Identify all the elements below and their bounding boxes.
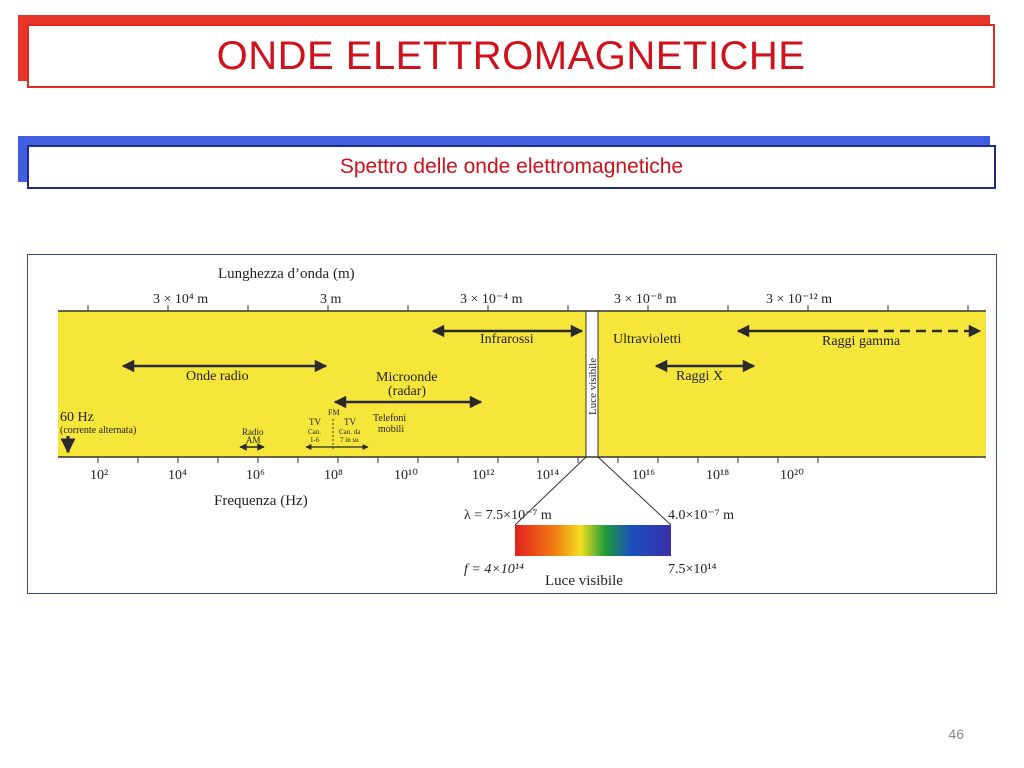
frequency-axis-label: Frequenza (Hz): [214, 493, 308, 509]
raggi-x-label: Raggi X: [676, 369, 724, 384]
slide-title: ONDE ELETTROMAGNETICHE: [216, 33, 806, 78]
raggi-gamma-label: Raggi gamma: [822, 334, 901, 349]
frequency-ticks: [98, 457, 818, 463]
ultravioletti-label: Ultravioletti: [613, 332, 682, 347]
microonde-label: Microonde: [376, 370, 438, 385]
title-box: [27, 24, 995, 88]
infrarossi-label: Infrarossi: [480, 332, 534, 347]
visible-spectrum-strip: [515, 525, 671, 556]
spectrum-diagram: [28, 255, 998, 595]
wavelength-tick-label: 3 × 10⁴ m: [153, 292, 209, 307]
lambda-right-label: 4.0×10⁻⁷ m: [668, 508, 735, 523]
corrente-label: (corrente alternata): [60, 425, 137, 436]
spectrum-figure: [27, 254, 997, 594]
onde-radio-label: Onde radio: [186, 369, 249, 384]
tv16-label: TV: [309, 417, 321, 427]
tv7-label: TV: [344, 417, 356, 427]
hz60-label: 60 Hz: [60, 410, 94, 425]
subtitle-box: [27, 145, 996, 189]
frequency-tick-label: 10¹⁶: [632, 468, 656, 483]
wavelength-tick-label: 3 m: [320, 292, 342, 307]
telefoni-label: Telefoni: [373, 413, 407, 424]
f-right-label: 7.5×10¹⁴: [668, 562, 717, 577]
frequency-tick-label: 10²⁰: [780, 468, 804, 483]
wavelength-ticks: [88, 305, 968, 311]
frequency-tick-label: 10⁴: [168, 468, 187, 483]
radio-am-label: AM: [246, 435, 261, 445]
frequency-tick-label: 10¹²: [472, 468, 495, 483]
frequency-tick-label: 10¹⁰: [394, 468, 418, 483]
telefoni-label: mobili: [378, 424, 405, 435]
tv7-label: Can. da: [339, 428, 361, 436]
frequency-tick-label: 10⁸: [324, 468, 343, 483]
tv16-label: 1-6: [310, 436, 320, 444]
tv16-label: Can.: [308, 428, 322, 436]
page-number: 46: [948, 726, 964, 742]
luce-visibile-vertical-label: Luce visibile: [587, 357, 599, 415]
frequency-tick-label: 10²: [90, 468, 109, 483]
wavelength-tick-label: 3 × 10⁻⁸ m: [614, 292, 677, 307]
microonde-label: (radar): [388, 384, 427, 399]
slide-subtitle: Spettro delle onde elettromagnetiche: [339, 155, 684, 178]
lambda-left-label: λ = 7.5×10⁻⁷ m: [464, 508, 552, 523]
wavelength-axis-label: Lunghezza d’onda (m): [218, 266, 355, 282]
wavelength-tick-label: 3 × 10⁻⁴ m: [460, 292, 523, 307]
f-left-label: f = 4×10¹⁴: [464, 562, 524, 577]
fm-label: FM: [328, 408, 340, 417]
frequency-tick-label: 10¹⁴: [536, 468, 560, 483]
frequency-tick-label: 10¹⁸: [706, 468, 730, 483]
tv7-label: 7 in su: [340, 436, 359, 444]
wavelength-tick-label: 3 × 10⁻¹² m: [766, 292, 833, 307]
radio-am-label: Radio: [242, 427, 264, 437]
luce-visibile-label: Luce visibile: [545, 573, 623, 589]
frequency-tick-label: 10⁶: [246, 468, 265, 483]
